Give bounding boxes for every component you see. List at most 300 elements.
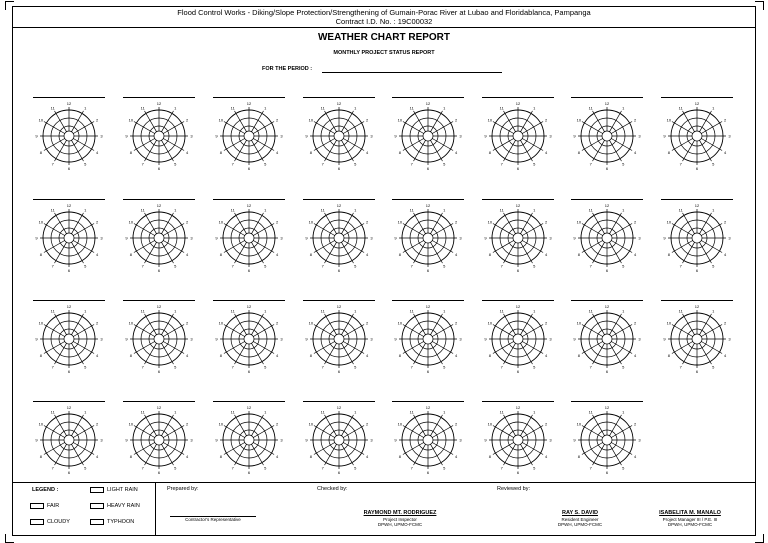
dial-hour-label: 6 xyxy=(695,268,699,273)
legend-title: LEGEND : xyxy=(32,487,59,493)
dial-hour-label: 5 xyxy=(533,263,536,269)
dial-day-line[interactable] xyxy=(482,97,554,98)
dial-ring xyxy=(602,233,612,243)
dial-hour-label: 2 xyxy=(634,320,637,326)
dial-hour-label: 4 xyxy=(455,251,458,257)
crop-mark-top-right xyxy=(755,1,764,10)
dial-hour-label: 2 xyxy=(545,117,548,123)
dial-hour-label: 1 xyxy=(533,207,536,213)
dial-hour-label: 4 xyxy=(276,149,279,155)
dial-hour-label: 8 xyxy=(39,453,42,459)
dial-day-line[interactable] xyxy=(33,401,105,402)
dial-hour-label: 6 xyxy=(157,268,161,273)
dial-hour-label: 7 xyxy=(51,364,54,370)
dial-ring xyxy=(154,131,164,141)
weather-dial[interactable] xyxy=(392,100,464,172)
dial-hour-label: 4 xyxy=(634,453,637,459)
dial-hour-label: 5 xyxy=(712,263,715,269)
dial-day-line[interactable] xyxy=(213,401,285,402)
dial-hour-label: 6 xyxy=(157,369,161,374)
dial-hour-label: 4 xyxy=(96,453,99,459)
dial-hour-label: 11 xyxy=(499,308,504,314)
weather-dial[interactable] xyxy=(123,303,195,375)
dial-hour-label: 9 xyxy=(573,336,576,342)
dial-hour-label: 4 xyxy=(186,149,189,155)
weather-dial[interactable] xyxy=(123,100,195,172)
dial-hour-label: 8 xyxy=(39,251,42,257)
dial-hour-label: 6 xyxy=(67,369,71,374)
dial-hour-label: 10 xyxy=(487,421,493,427)
dial-hour-label: 9 xyxy=(484,133,487,139)
dial-hour-label: 7 xyxy=(51,465,54,471)
dial-hour-label: 10 xyxy=(38,219,44,225)
dial-hour-label: 8 xyxy=(219,251,222,257)
dial-day-line[interactable] xyxy=(123,97,195,98)
dial-ring xyxy=(692,233,702,243)
dial-hour-label: 5 xyxy=(533,161,536,167)
weather-dial[interactable] xyxy=(392,303,464,375)
dial-hour-label: 6 xyxy=(67,268,71,273)
dial-hour-label: 4 xyxy=(186,251,189,257)
dial-hour-label: 6 xyxy=(157,166,161,171)
inspector-office: DPWH, UPMO-FCMC xyxy=(377,522,423,527)
dial-hour-label: 7 xyxy=(589,465,592,471)
dial-hour-label: 1 xyxy=(622,308,625,314)
dial-hour-label: 12 xyxy=(604,405,610,410)
dial-day-line[interactable] xyxy=(213,300,285,301)
weather-dial[interactable] xyxy=(213,202,285,274)
dial-day-line[interactable] xyxy=(482,300,554,301)
weather-dial[interactable] xyxy=(482,100,554,172)
dial-hour-label: 6 xyxy=(516,166,520,171)
dial-hour-label: 3 xyxy=(638,437,641,443)
dial-hour-label: 6 xyxy=(516,369,520,374)
dial-hour-label: 5 xyxy=(84,364,87,370)
dial-hour-label: 11 xyxy=(499,105,504,111)
dial-hour-label: 2 xyxy=(634,219,637,225)
dial-hour-label: 10 xyxy=(308,421,314,427)
dial-hour-label: 12 xyxy=(246,101,252,106)
dial-hour-label: 5 xyxy=(264,364,267,370)
dial-hour-label: 6 xyxy=(247,369,251,374)
contract-id: Contract I.D. No. : 19C00032 xyxy=(335,17,433,26)
dial-day-line[interactable] xyxy=(303,199,375,200)
weather-dial[interactable] xyxy=(33,202,105,274)
dial-ring xyxy=(334,131,344,141)
dial-hour-label: 9 xyxy=(573,133,576,139)
dial-hour-label: 11 xyxy=(588,207,593,213)
dial-hour-label: 7 xyxy=(231,263,234,269)
dial-hour-label: 9 xyxy=(394,336,397,342)
dial-hour-label: 4 xyxy=(724,251,727,257)
weather-dial[interactable] xyxy=(213,100,285,172)
dial-hour-label: 9 xyxy=(394,437,397,443)
dial-hour-label: 8 xyxy=(398,453,401,459)
dial-hour-label: 12 xyxy=(336,405,342,410)
dial-hour-label: 6 xyxy=(426,166,430,171)
weather-dial[interactable] xyxy=(661,303,733,375)
dial-day-line[interactable] xyxy=(661,300,733,301)
dial-hour-label: 2 xyxy=(186,421,189,427)
dial-hour-label: 10 xyxy=(397,219,403,225)
dial-hour-label: 11 xyxy=(499,409,504,415)
weather-dial[interactable] xyxy=(571,404,643,476)
period-input-line[interactable] xyxy=(322,72,502,73)
dial-hour-label: 7 xyxy=(231,364,234,370)
dial-hour-label: 4 xyxy=(455,352,458,358)
dial-hour-label: 10 xyxy=(128,219,134,225)
dial-hour-label: 11 xyxy=(409,409,414,415)
dial-hour-label: 1 xyxy=(354,409,357,415)
dial-hour-label: 2 xyxy=(186,117,189,123)
weather-dial[interactable] xyxy=(392,404,464,476)
dial-hour-label: 1 xyxy=(264,105,267,111)
dial-day-line[interactable] xyxy=(303,300,375,301)
dial-hour-label: 2 xyxy=(724,117,727,123)
dial-hour-label: 2 xyxy=(96,219,99,225)
dial-hour-label: 7 xyxy=(410,161,413,167)
dial-hour-label: 2 xyxy=(96,421,99,427)
dial-hour-label: 9 xyxy=(215,133,218,139)
dial-day-line[interactable] xyxy=(392,401,464,402)
dial-hour-label: 1 xyxy=(533,409,536,415)
dial-hour-label: 7 xyxy=(679,263,682,269)
dial-hour-label: 1 xyxy=(174,207,177,213)
dial-day-line[interactable] xyxy=(571,300,643,301)
dial-hour-label: 10 xyxy=(666,320,672,326)
dial-hour-label: 4 xyxy=(186,352,189,358)
dial-day-line[interactable] xyxy=(661,199,733,200)
weather-dial[interactable] xyxy=(33,404,105,476)
dial-hour-label: 5 xyxy=(174,465,177,471)
dial-hour-label: 12 xyxy=(515,101,521,106)
dial-hour-label: 7 xyxy=(321,465,324,471)
weather-dial[interactable] xyxy=(571,202,643,274)
dial-hour-label: 12 xyxy=(66,304,72,309)
dial-hour-label: 6 xyxy=(247,268,251,273)
dial-day-line[interactable] xyxy=(482,401,554,402)
dial-hour-label: 4 xyxy=(96,149,99,155)
dial-hour-label: 12 xyxy=(66,405,72,410)
dial-hour-label: 7 xyxy=(51,161,54,167)
dial-hour-label: 7 xyxy=(589,364,592,370)
dial-hour-label: 4 xyxy=(366,251,369,257)
weather-dial[interactable] xyxy=(213,404,285,476)
dial-hour-label: 12 xyxy=(425,101,431,106)
dial-hour-label: 10 xyxy=(487,219,493,225)
dial-hour-label: 7 xyxy=(410,364,413,370)
dial-day-line[interactable] xyxy=(33,97,105,98)
dial-hour-label: 4 xyxy=(96,352,99,358)
checked-by-label: Checked by: xyxy=(317,486,348,492)
dial-hour-label: 10 xyxy=(128,320,134,326)
dial-hour-label: 3 xyxy=(280,336,283,342)
dial-hour-label: 1 xyxy=(264,409,267,415)
dial-hour-label: 12 xyxy=(515,203,521,208)
dial-day-line[interactable] xyxy=(661,97,733,98)
dial-hour-label: 9 xyxy=(35,235,38,241)
dial-ring xyxy=(64,233,74,243)
dial-hour-label: 12 xyxy=(336,101,342,106)
dial-ring xyxy=(244,131,254,141)
legend-cloudy: CLOUDY xyxy=(47,519,70,525)
dial-hour-label: 3 xyxy=(549,336,552,342)
dial-hour-label: 7 xyxy=(679,161,682,167)
dial-hour-label: 9 xyxy=(35,336,38,342)
dial-hour-label: 10 xyxy=(576,421,582,427)
dial-hour-label: 5 xyxy=(533,465,536,471)
legend-light-rain: LIGHT RAIN xyxy=(107,487,138,493)
dial-hour-label: 3 xyxy=(459,437,462,443)
dial-hour-label: 11 xyxy=(409,308,414,314)
weather-dial[interactable] xyxy=(571,100,643,172)
dial-hour-label: 7 xyxy=(589,161,592,167)
dial-hour-label: 10 xyxy=(218,421,224,427)
dial-hour-label: 9 xyxy=(215,235,218,241)
dial-ring xyxy=(513,131,523,141)
dial-hour-label: 8 xyxy=(129,352,132,358)
crop-mark-bottom-right xyxy=(755,534,764,543)
dial-hour-label: 12 xyxy=(156,304,162,309)
report-subtitle: MONTHLY PROJECT STATUS REPORT xyxy=(333,50,435,56)
dial-day-line[interactable] xyxy=(482,199,554,200)
dial-hour-label: 9 xyxy=(394,133,397,139)
dial-hour-label: 8 xyxy=(219,453,222,459)
dial-hour-label: 3 xyxy=(190,437,193,443)
dial-hour-label: 2 xyxy=(634,117,637,123)
dial-hour-label: 8 xyxy=(129,251,132,257)
dial-hour-label: 8 xyxy=(39,352,42,358)
legend-divider xyxy=(155,482,156,536)
weather-dial[interactable] xyxy=(661,202,733,274)
dial-hour-label: 11 xyxy=(140,105,145,111)
weather-dial[interactable] xyxy=(123,202,195,274)
dial-hour-label: 1 xyxy=(354,308,357,314)
dial-hour-label: 3 xyxy=(280,437,283,443)
dial-hour-label: 9 xyxy=(35,437,38,443)
weather-dial[interactable] xyxy=(303,303,375,375)
weather-dial[interactable] xyxy=(482,404,554,476)
document-header xyxy=(12,6,756,28)
weather-dial[interactable] xyxy=(661,100,733,172)
dial-hour-label: 3 xyxy=(459,336,462,342)
dial-hour-label: 8 xyxy=(398,149,401,155)
dial-hour-label: 1 xyxy=(622,207,625,213)
weather-dial[interactable] xyxy=(303,100,375,172)
dial-hour-label: 5 xyxy=(443,465,446,471)
dial-hour-label: 1 xyxy=(443,207,446,213)
dial-hour-label: 12 xyxy=(66,101,72,106)
dial-hour-label: 7 xyxy=(141,364,144,370)
dial-day-line[interactable] xyxy=(123,401,195,402)
dial-ring xyxy=(692,334,702,344)
dial-hour-label: 3 xyxy=(190,235,193,241)
project-title: Flood Control Works - Diking/Slope Protection/Strengthening of Gumain-Porac River at Lubao and Floridablanca, Pampanga xyxy=(177,8,591,17)
dial-hour-label: 4 xyxy=(545,453,548,459)
dial-ring xyxy=(64,334,74,344)
dial-ring xyxy=(513,233,523,243)
dial-day-line[interactable] xyxy=(303,401,375,402)
dial-hour-label: 2 xyxy=(276,421,279,427)
dial-hour-label: 9 xyxy=(35,133,38,139)
dial-hour-label: 8 xyxy=(577,251,580,257)
legend-box-light-rain xyxy=(90,487,104,493)
dial-hour-label: 2 xyxy=(366,219,369,225)
dial-hour-label: 4 xyxy=(455,149,458,155)
dial-hour-label: 3 xyxy=(100,437,103,443)
dial-hour-label: 12 xyxy=(66,203,72,208)
dial-hour-label: 10 xyxy=(38,117,44,123)
dial-hour-label: 12 xyxy=(694,304,700,309)
dial-ring xyxy=(423,131,433,141)
dial-day-line[interactable] xyxy=(33,199,105,200)
dial-hour-label: 9 xyxy=(663,133,666,139)
dial-hour-label: 9 xyxy=(305,133,308,139)
dial-hour-label: 1 xyxy=(443,105,446,111)
dial-hour-label: 8 xyxy=(667,352,670,358)
weather-dial[interactable] xyxy=(33,303,105,375)
dial-hour-label: 8 xyxy=(39,149,42,155)
dial-hour-label: 6 xyxy=(695,369,699,374)
dial-ring xyxy=(244,233,254,243)
dial-ring xyxy=(513,435,523,445)
dial-hour-label: 10 xyxy=(576,219,582,225)
dial-hour-label: 1 xyxy=(84,207,87,213)
dial-hour-label: 10 xyxy=(666,219,672,225)
dial-hour-label: 10 xyxy=(576,320,582,326)
dial-hour-label: 5 xyxy=(174,263,177,269)
period-label: FOR THE PERIOD : xyxy=(262,66,313,72)
dial-day-line[interactable] xyxy=(123,199,195,200)
dial-hour-label: 11 xyxy=(320,409,325,415)
dial-hour-label: 8 xyxy=(309,453,312,459)
dial-day-line[interactable] xyxy=(571,199,643,200)
dial-hour-label: 7 xyxy=(51,263,54,269)
dial-hour-label: 12 xyxy=(694,101,700,106)
dial-hour-label: 6 xyxy=(337,369,341,374)
dial-day-line[interactable] xyxy=(33,300,105,301)
dial-hour-label: 12 xyxy=(336,304,342,309)
dial-hour-label: 4 xyxy=(634,251,637,257)
dial-hour-label: 8 xyxy=(309,251,312,257)
dial-hour-label: 7 xyxy=(321,364,324,370)
dial-hour-label: 10 xyxy=(218,219,224,225)
dial-day-line[interactable] xyxy=(303,97,375,98)
dial-hour-label: 11 xyxy=(588,105,593,111)
dial-hour-label: 12 xyxy=(246,203,252,208)
dial-hour-label: 7 xyxy=(500,161,503,167)
dial-hour-label: 7 xyxy=(589,263,592,269)
dial-hour-label: 8 xyxy=(398,352,401,358)
dial-hour-label: 1 xyxy=(354,207,357,213)
weather-dial[interactable] xyxy=(482,202,554,274)
weather-dial[interactable] xyxy=(571,303,643,375)
weather-dial[interactable] xyxy=(303,404,375,476)
inspector-name: RAYMOND MT. RODRIGUEZ xyxy=(363,510,437,516)
dial-hour-label: 5 xyxy=(174,161,177,167)
dial-day-line[interactable] xyxy=(392,97,464,98)
dial-hour-label: 8 xyxy=(129,149,132,155)
dial-ring xyxy=(423,233,433,243)
dial-hour-label: 11 xyxy=(230,207,235,213)
dial-hour-label: 2 xyxy=(455,219,458,225)
dial-hour-label: 7 xyxy=(500,364,503,370)
dial-hour-label: 3 xyxy=(728,235,731,241)
dial-hour-label: 7 xyxy=(231,465,234,471)
manager-role: Project Manager III / P.E. III xyxy=(662,517,718,522)
dial-hour-label: 12 xyxy=(336,203,342,208)
dial-hour-label: 2 xyxy=(634,421,637,427)
dial-hour-label: 11 xyxy=(678,105,683,111)
engineer-name: RAY S. DAVID xyxy=(562,510,598,516)
dial-day-line[interactable] xyxy=(571,97,643,98)
dial-hour-label: 3 xyxy=(100,133,103,139)
dial-hour-label: 8 xyxy=(398,251,401,257)
dial-hour-label: 1 xyxy=(354,105,357,111)
dial-day-line[interactable] xyxy=(123,300,195,301)
dial-ring xyxy=(154,435,164,445)
dial-hour-label: 12 xyxy=(156,203,162,208)
manager-name: ISABELITA M. MANALO xyxy=(659,510,721,516)
dial-hour-label: 11 xyxy=(320,105,325,111)
dial-day-line[interactable] xyxy=(392,199,464,200)
legend-box-cloudy xyxy=(30,519,44,525)
legend-typhoon: TYPHOON xyxy=(107,519,135,525)
legend-box-heavy-rain xyxy=(90,503,104,509)
dial-ring xyxy=(602,334,612,344)
weather-dial[interactable] xyxy=(33,100,105,172)
dial-hour-label: 4 xyxy=(366,149,369,155)
dial-day-line[interactable] xyxy=(213,199,285,200)
dial-hour-label: 4 xyxy=(545,352,548,358)
dial-hour-label: 11 xyxy=(140,207,145,213)
dial-hour-label: 4 xyxy=(455,453,458,459)
dial-hour-label: 3 xyxy=(549,133,552,139)
dial-hour-label: 6 xyxy=(247,470,251,475)
dial-hour-label: 10 xyxy=(576,117,582,123)
dial-day-line[interactable] xyxy=(392,300,464,301)
dial-hour-label: 11 xyxy=(230,308,235,314)
dial-hour-label: 9 xyxy=(305,336,308,342)
dial-ring xyxy=(334,334,344,344)
dial-hour-label: 1 xyxy=(84,409,87,415)
dial-hour-label: 8 xyxy=(667,149,670,155)
dial-hour-label: 8 xyxy=(219,352,222,358)
weather-dial[interactable] xyxy=(482,303,554,375)
dial-hour-label: 2 xyxy=(276,117,279,123)
dial-hour-label: 6 xyxy=(605,470,609,475)
dial-hour-label: 6 xyxy=(247,166,251,171)
dial-hour-label: 3 xyxy=(280,133,283,139)
dial-hour-label: 3 xyxy=(728,336,731,342)
dial-hour-label: 4 xyxy=(276,251,279,257)
dial-hour-label: 3 xyxy=(370,133,373,139)
dial-hour-label: 11 xyxy=(499,207,504,213)
dial-hour-label: 5 xyxy=(443,161,446,167)
dial-hour-label: 9 xyxy=(573,235,576,241)
dial-hour-label: 8 xyxy=(309,352,312,358)
dial-hour-label: 12 xyxy=(425,405,431,410)
weather-dial[interactable] xyxy=(213,303,285,375)
weather-dial[interactable] xyxy=(303,202,375,274)
dial-hour-label: 4 xyxy=(276,352,279,358)
dial-day-line[interactable] xyxy=(213,97,285,98)
weather-dial[interactable] xyxy=(123,404,195,476)
weather-dial[interactable] xyxy=(392,202,464,274)
dial-hour-label: 10 xyxy=(397,117,403,123)
dial-hour-label: 6 xyxy=(516,470,520,475)
dial-day-line[interactable] xyxy=(571,401,643,402)
